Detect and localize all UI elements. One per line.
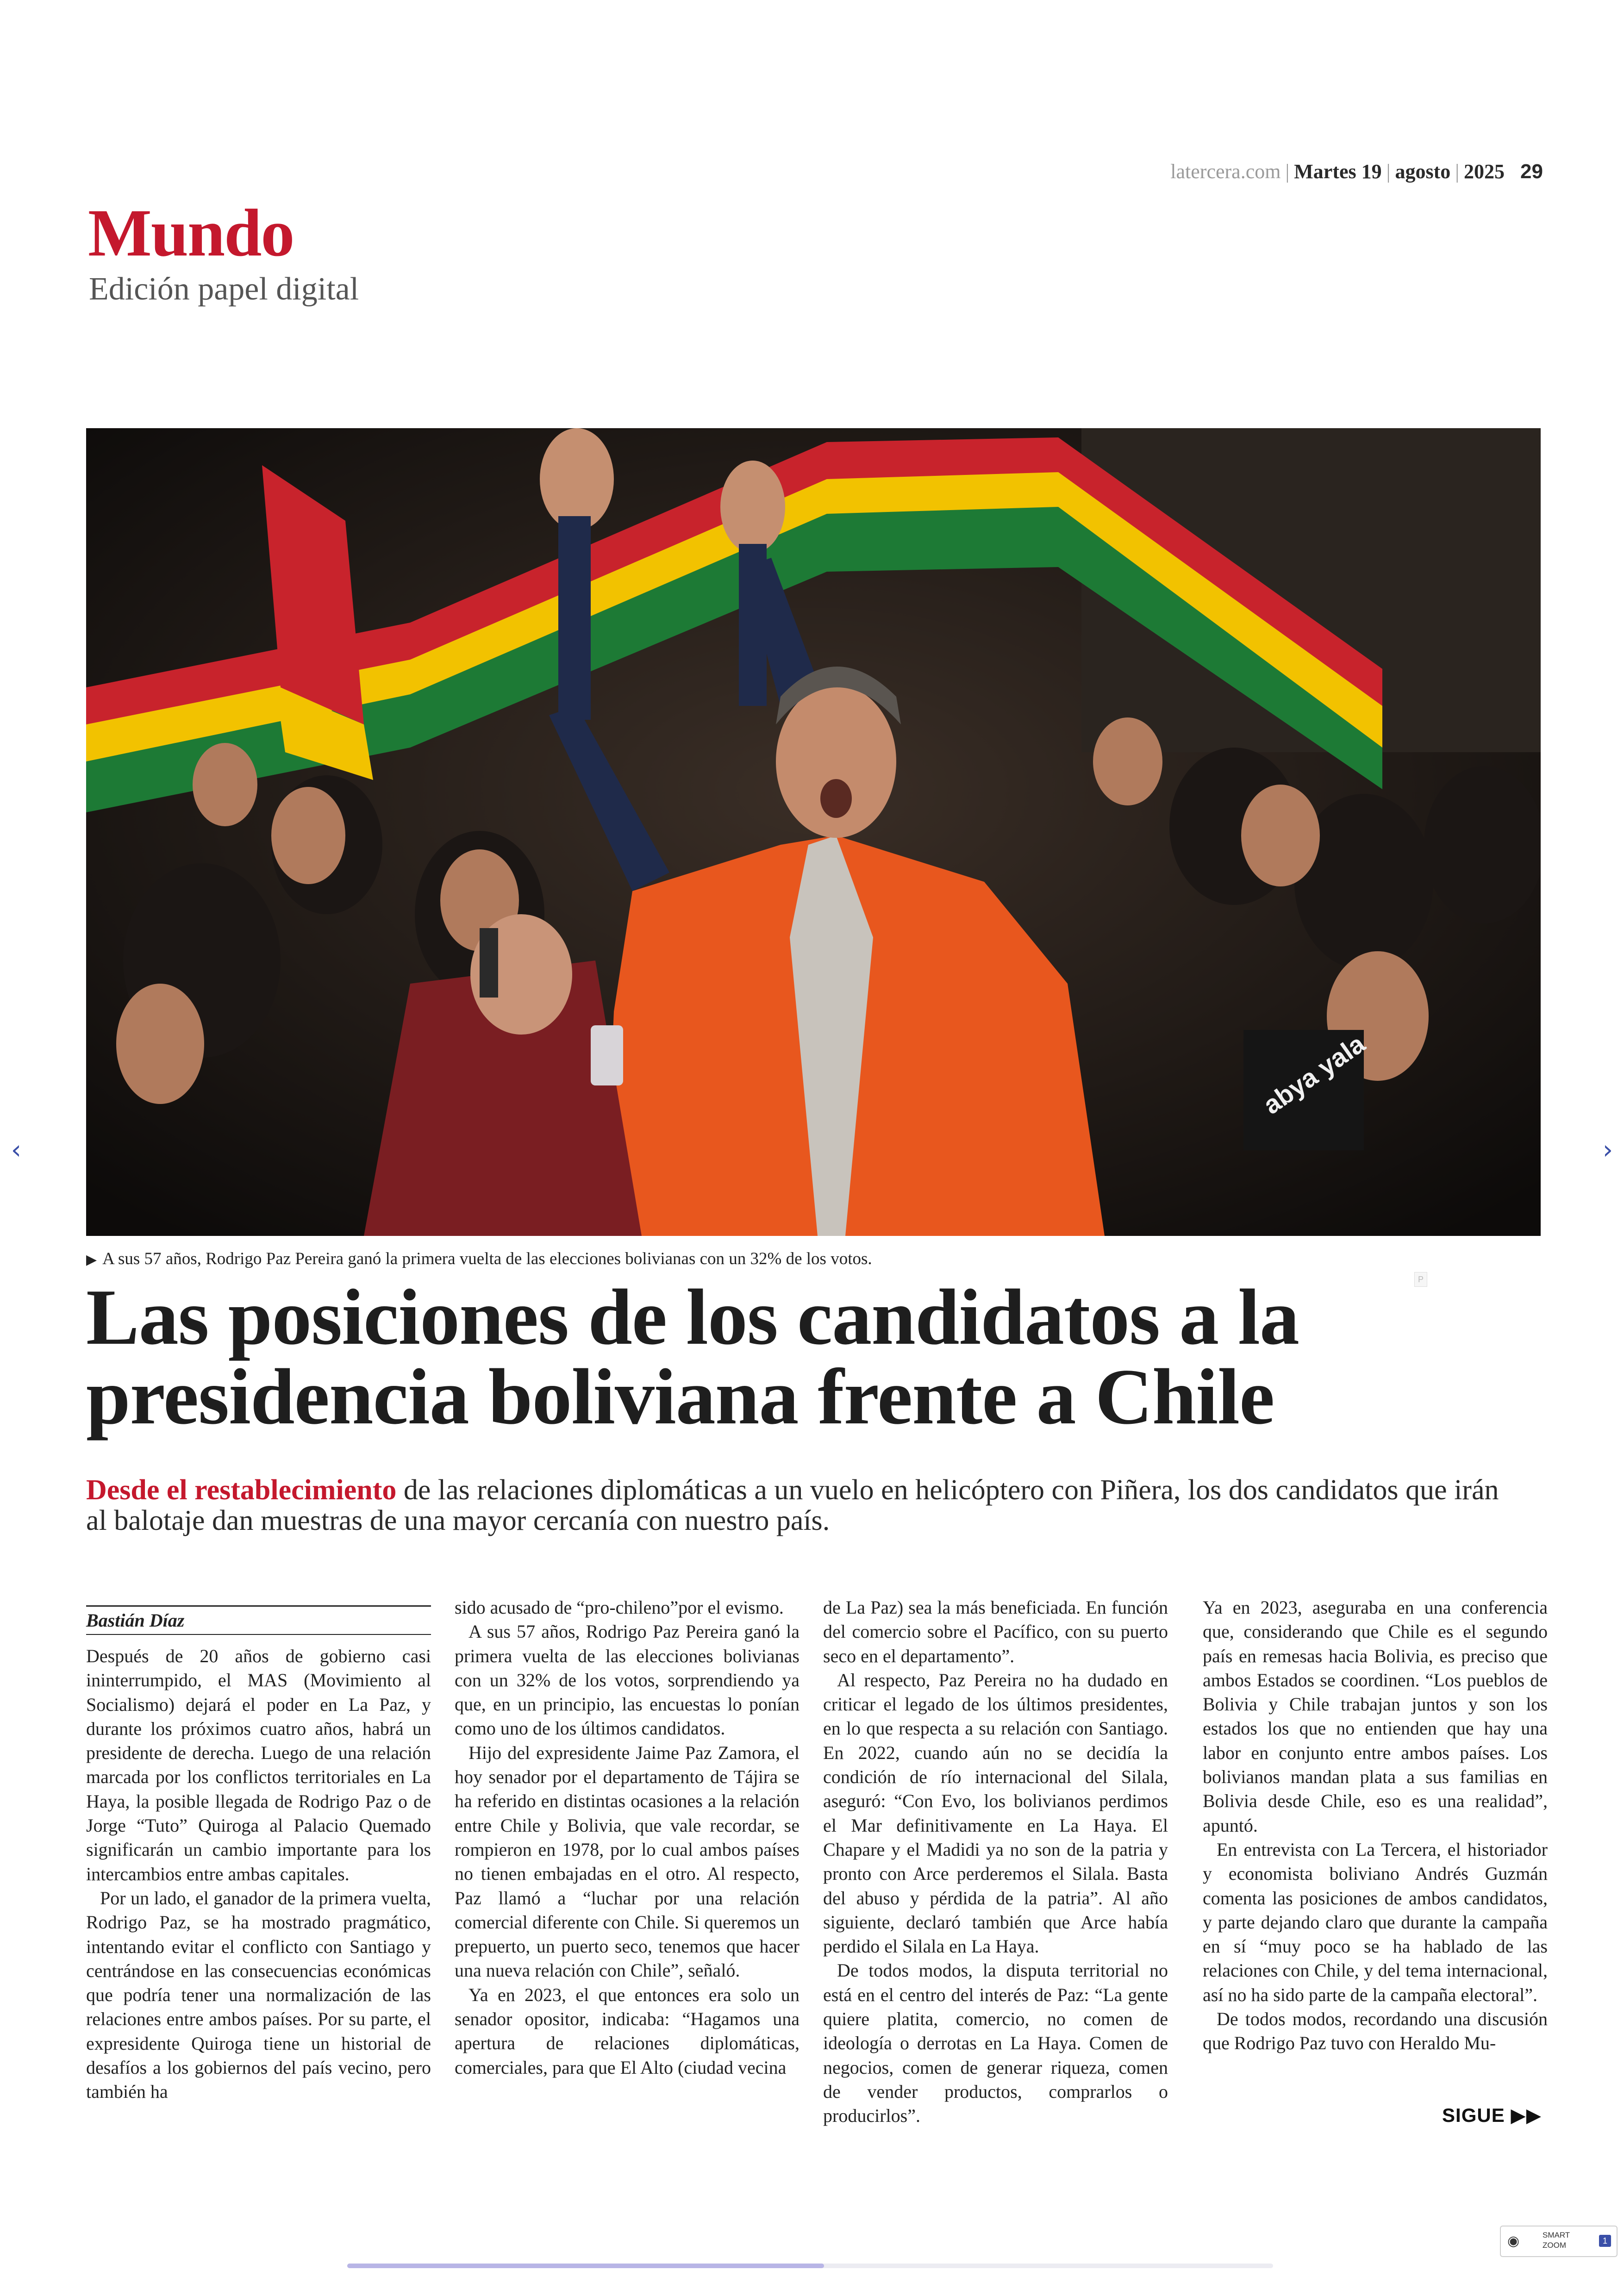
paragraph: de La Paz) sea la más beneficiada. En función del comercio sobre el Pacífico, con su puerto seco en el departamento”. [823,1597,1168,1666]
paragraph: En entrevista con La Tercera, el historiador y economista boliviano Andrés Guzmán comenta las posiciones de ambos candidatos, y parte dejando claro que durante la campaña en sí “muy poco se ha hablado de las relaciones con Chile, y del tema internacional, así no ha sido parte de la campaña electoral”. [1203,1839,1548,2005]
article-deck [86,1475,1521,1536]
headline [86,1273,1521,1441]
article-column-1 [86,1644,431,2104]
paragraph: Hijo del expresidente Jaime Paz Zamora, el hoy senador por el departamento de Tájira se ha referido en distintas ocasiones a la relación entre Chile y Bolivia, que vale recordar, se rompieron en 1978, por lo cual ambos países no tienen embajadas en el otro. Al respecto, Paz llamó a “luchar por una relación comercial diferente con Chile. Si queremos un prepuerto, un puerto seco, tenemos que hacer una nueva relación con Chile”, señaló. [455,1742,800,1981]
byline: Bastián Díaz [86,1605,431,1635]
site-name: latercera.com [1170,160,1281,183]
paragraph: De todos modos, la disputa territorial no está en el centro del interés de Paz: “La gente quiere platita, comercio, no comen de ideología o derrotas en La Haya. Comen de negocios, comen de generar riqueza, comen de vender productos, comprarlos o producirlos”. [823,1960,1168,2127]
headline-line-1: Las posiciones de los candidatos a la [86,1273,1299,1361]
mic-flag-text: abya yala [1257,1029,1370,1120]
paragraph: Por un lado, el ganador de la primera vuelta, Rodrigo Paz, se ha mostrado pragmático, intentando evitar el conflicto con Santiago y centrándose en las consecuencias económicas que podría tener una normalización de las relaciones entre ambos países. Por su parte, el expresidente Quiroga tiene un historial de desafíos a los gobiernos del país vecino, pero también ha [86,1887,431,2102]
lead-photo [86,428,1541,1236]
paragraph: Ya en 2023, el que entonces era solo un senador opositor, indicaba: “Hagamos una apertura de relaciones diplomáticas, comerciales, para que El Alto (ciudad vecina [455,1984,800,2078]
smart-zoom-label: SMART ZOOM [1543,2231,1570,2250]
paragraph: sido acusado de “pro-chileno”por el evismo. [455,1597,784,1618]
section-title: Mundo [88,195,294,270]
article-column-3 [823,1596,1168,2128]
paragraph: Ya en 2023, aseguraba en una conferencia que, considerando que Chile es el segundo país en remesas hacia Bolivia, es preciso que ambos Estados se coordinen. “Los pueblos de Bolivia y Chile trabajan juntos y son los estados los que no entienden que hay una labor en conjunto entre ambos países. Los bolivianos mandan plata a sus familias en Bolivia desde Chile, eso es una realidad”, apuntó. [1203,1597,1548,1836]
article-column-2 [455,1596,800,2080]
deck-text: de las relaciones diplomáticas a un vuelo en helicóptero con Piñera, los dos candidatos que irán al balotaje dan muestras de una mayor cercanía con nuestro país. [86,1474,1499,1536]
deck-lead: Desde el restablecimiento [86,1474,397,1506]
paragraph: Después de 20 años de gobierno casi ininterrumpido, el MAS (Movimiento al Socialismo) dejará el poder en La Paz, y durante los próximos cuatro años, habrá un presidente de derecha. Luego de una relación marcada por los conflictos territoriales en La Haya, la posible llegada de Rodrigo Paz o de Jorge “Tuto” Quiroga al Palacio Quemado significarán un cambio importante para los intercambios entre ambas capitales. [86,1646,431,1884]
smart-zoom-button[interactable] [1500,2226,1618,2257]
headline-line-2: presidencia boliviana frente a Chile [86,1353,1274,1441]
rally-photo-illustration [86,428,1541,1236]
page-number: 29 [1520,160,1543,183]
photo-caption-text: A sus 57 años, Rodrigo Paz Pereira ganó la primera vuelta de las elecciones bolivianas con un 32% de los votos. [102,1249,872,1268]
smart-zoom-badge: 1 [1599,2235,1611,2247]
article-column-4 [1203,1596,1548,2056]
issue-year: 2025 [1464,160,1505,183]
page-scrollbar-thumb[interactable] [347,2264,824,2268]
caption-arrow-icon: ▶ [86,1252,97,1267]
masthead-dateline: latercera.com | Martes 19 | agosto | 2025 29 [1170,160,1543,183]
image-marker-icon[interactable]: P [1414,1272,1427,1287]
paragraph: De todos modos, recordando una discusión que Rodrigo Paz tuvo con Heraldo Mu- [1203,2008,1548,2054]
eye-icon: ◉ [1507,2233,1520,2249]
continue-link[interactable]: SIGUE ▶▶ [1442,2104,1542,2126]
issue-month: agosto [1395,160,1451,183]
chevron-right-icon[interactable]: › [1602,1135,1613,1165]
paragraph: A sus 57 años, Rodrigo Paz Pereira ganó la primera vuelta de las elecciones bolivianas con un 32% de los votos, sorprendiendo ya que, en un principio, las encuestas lo ponían como uno de los últimos candidatos. [455,1621,800,1739]
edition-label: Edición papel digital [89,271,359,307]
chevron-left-icon[interactable]: ‹ [11,1135,22,1165]
photo-caption [86,1249,872,1269]
paragraph: Al respecto, Paz Pereira no ha dudado en criticar el legado de los últimos presidentes, en lo que respecta a su relación con Santiago. En 2022, cuando aún no se decidía la condición de río internacional del Silala, aseguró: “Con Evo, los bolivianos perdimos el Mar definitivamente en La Haya. El Chapare y el Madidi ya no son de la patria y pronto con Arce perderemos el Silala. Basta del abuso y pérdida de la patria”. Al año siguiente, declaró también que Arce había perdido el Silala en La Haya. [823,1669,1168,1957]
issue-day: Martes 19 [1294,160,1382,183]
